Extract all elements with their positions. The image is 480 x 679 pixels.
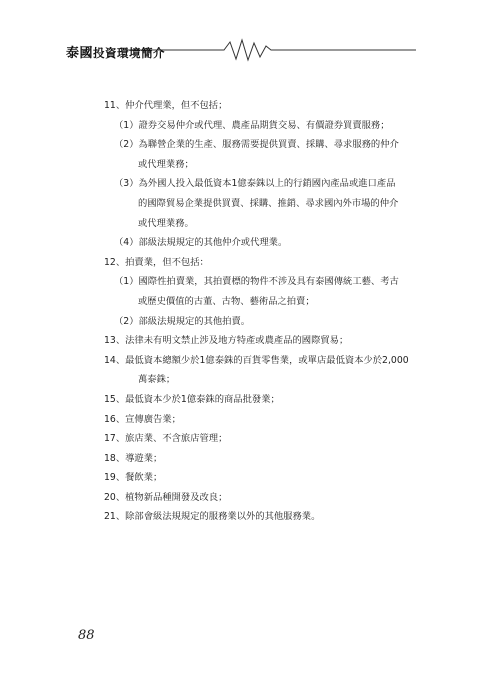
list-item: 或代理業務。 bbox=[138, 217, 194, 229]
list-item: 21、除部會級法規規定的服務業以外的其他服務業。 bbox=[104, 511, 321, 523]
header-title: 泰國投資環境簡介 bbox=[66, 46, 166, 61]
list-item: 或歷史價值的古董、古物、藝術品之拍賣； bbox=[138, 295, 315, 307]
running-header bbox=[66, 38, 416, 68]
list-item: 19、餐飲業； bbox=[104, 472, 163, 484]
document-body bbox=[104, 96, 434, 527]
list-item: 萬泰銖； bbox=[138, 374, 176, 386]
list-item: 的國際貿易企業提供買賣、採購、推銷、尋求國內外市場的仲介 bbox=[138, 197, 399, 209]
list-item: 15、最低資本少於1億泰銖的商品批發業； bbox=[104, 393, 280, 405]
list-item: （2）部級法規規定的其他拍賣。 bbox=[114, 315, 251, 327]
list-item: 14、最低資本總額少於1億泰銖的百貨零售業，或單店最低資本少於2,000 bbox=[104, 354, 409, 366]
list-item: 13、法律未有明文禁止涉及地方特產或農產品的國際貿易； bbox=[104, 335, 349, 347]
list-item: （3）為外國人投入最低資本1億泰銖以上的行銷國內產品或進口產品 bbox=[114, 178, 396, 190]
page-number: 88 bbox=[78, 628, 95, 643]
list-item: 17、旅店業、不含旅店管理； bbox=[104, 433, 228, 445]
list-item: （4）部級法規規定的其他仲介或代理業。 bbox=[114, 237, 288, 249]
list-item: （1）證券交易仲介或代理、農產品期貨交易、有價證券買賣服務； bbox=[114, 119, 390, 131]
list-item: 18、導遊業； bbox=[104, 452, 163, 464]
list-item: 11、仲介代理業，但不包括； bbox=[104, 100, 228, 111]
list-item: （2）為聯營企業的生產、服務需要提供買賣、採購、尋求服務的仲介 bbox=[114, 139, 399, 151]
list-item: 16、宣傳廣告業； bbox=[104, 413, 181, 425]
list-item: 或代理業務； bbox=[138, 158, 194, 170]
list-item: （1）國際性拍賣業，其拍賣標的物件不涉及具有泰國傳統工藝、考古 bbox=[114, 276, 399, 288]
list-item: 20、植物新品種開發及改良； bbox=[104, 491, 228, 503]
list-item: 12、拍賣業，但不包括： bbox=[104, 256, 209, 268]
